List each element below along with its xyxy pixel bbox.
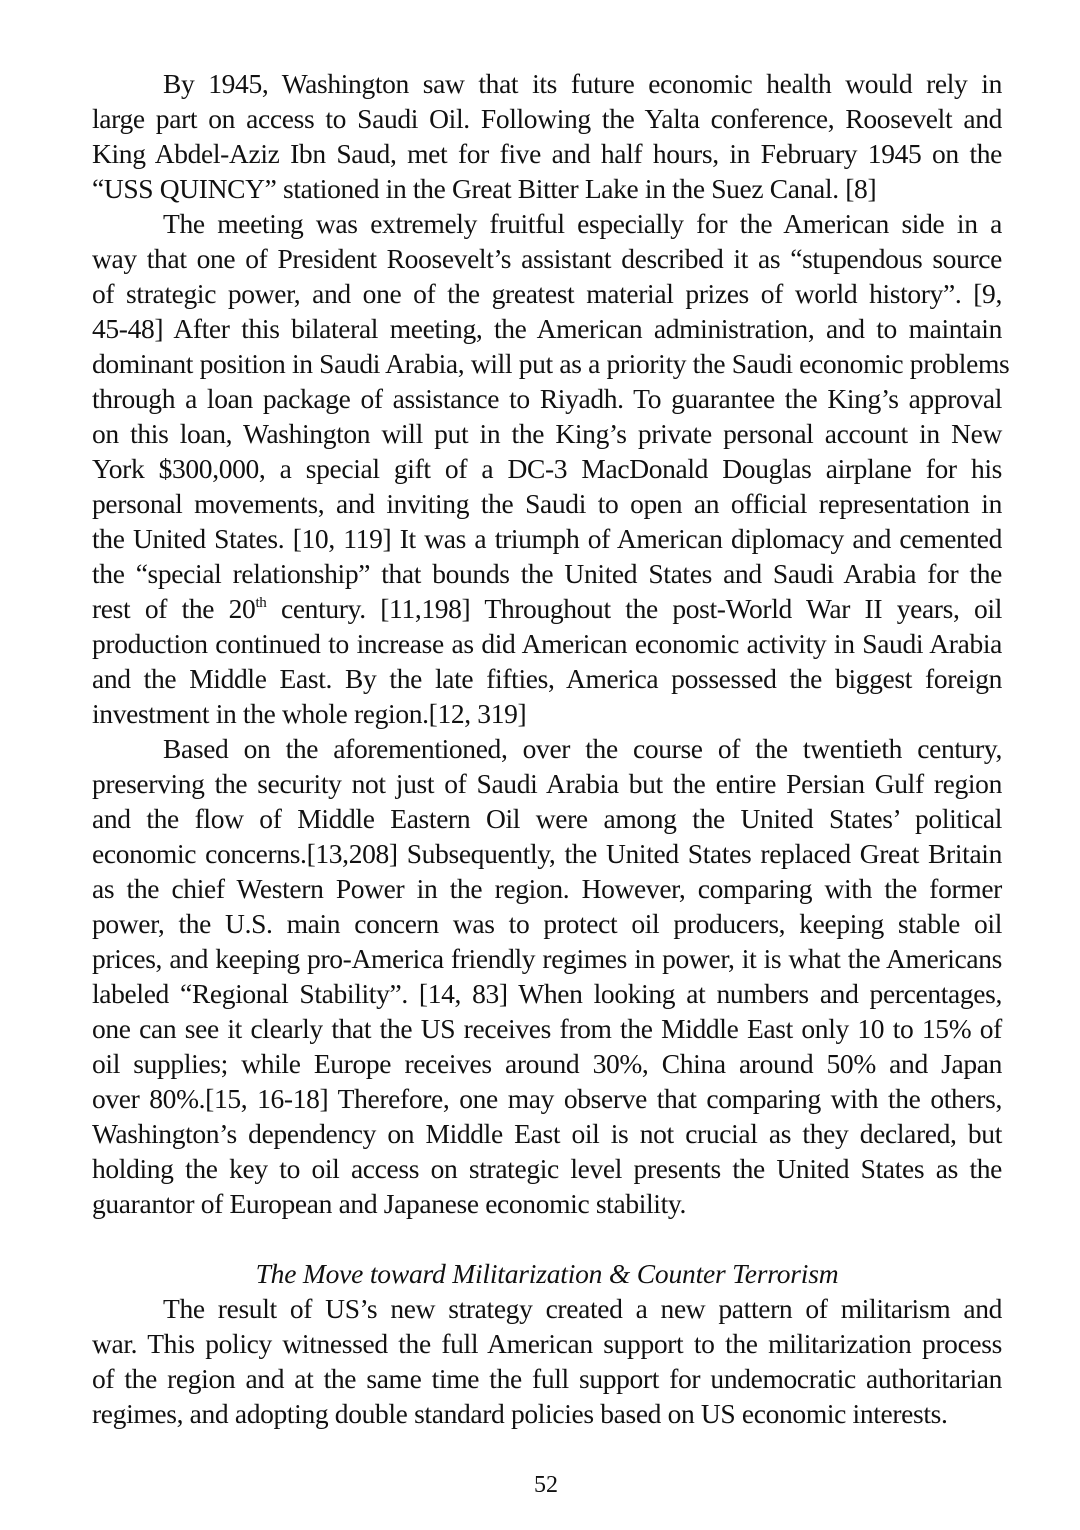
text-line: the United States. [10, 119] It was a triumph of American diplomacy and cemented bbox=[92, 523, 1002, 554]
text-line: oil supplies; while Europe receives around 30%, China around 50% and Japan bbox=[92, 1048, 1002, 1079]
text-line: of the region and at the same time the full support for undemocratic authoritarian bbox=[92, 1363, 1002, 1394]
text-line: preserving the security not just of Saudi Arabia but the entire Persian Gulf region bbox=[92, 768, 1002, 799]
page-number: 52 bbox=[534, 1472, 558, 1498]
paragraph-1 bbox=[92, 66, 1002, 206]
text-line: and the Middle East. By the late fifties, America possessed the biggest foreign bbox=[92, 663, 1002, 694]
text-line: guarantor of European and Japanese economic stability. bbox=[92, 1188, 687, 1219]
text-line: through a loan package of assistance to Riyadh. To guarantee the King’s approval bbox=[92, 383, 1002, 414]
text-line: as the chief Western Power in the region. However, comparing with the former bbox=[92, 873, 1002, 904]
section-heading: The Move toward Militarization & Counter Terrorism bbox=[255, 1258, 839, 1289]
paragraph-3 bbox=[92, 731, 1002, 1221]
text-line: one can see it clearly that the US receives from the Middle East only 10 to 15% of bbox=[92, 1013, 1002, 1044]
text-line: of strategic power, and one of the greatest material prizes of world history”. [9, bbox=[92, 278, 1002, 309]
text-line: production continued to increase as did American economic activity in Saudi Arabia bbox=[92, 628, 1002, 659]
document-page bbox=[92, 66, 1010, 1431]
text-fragment: century. [11,198] Throughout the post-World War II years, oil bbox=[266, 593, 1003, 624]
paragraph-2 bbox=[92, 206, 1010, 731]
text-line: The meeting was extremely fruitful especially for the American side in a bbox=[163, 208, 1002, 239]
text-line: power, the U.S. main concern was to protect oil producers, keeping stable oil bbox=[92, 908, 1002, 939]
text-line: Washington’s dependency on Middle East oil is not crucial as they declared, but bbox=[92, 1118, 1002, 1149]
text-line: holding the key to oil access on strategic level presents the United States as the bbox=[92, 1153, 1002, 1184]
text-line: regimes, and adopting double standard policies based on US economic interests. bbox=[92, 1398, 948, 1429]
text-line: “USS QUINCY” stationed in the Great Bitter Lake in the Suez Canal. [8] bbox=[92, 173, 877, 204]
text-line: personal movements, and inviting the Saudi to open an official representation in bbox=[92, 488, 1002, 519]
text-line: Based on the aforementioned, over the course of the twentieth century, bbox=[163, 733, 1002, 764]
text-line-with-superscript bbox=[92, 591, 1002, 626]
text-line: prices, and keeping pro-America friendly regimes in power, it is what the Americans bbox=[92, 943, 1002, 974]
text-line: The result of US’s new strategy created a new pattern of militarism and bbox=[163, 1293, 1002, 1324]
text-line: 45-48] After this bilateral meeting, the American administration, and to maintain bbox=[92, 313, 1002, 344]
text-line: the “special relationship” that bounds the United States and Saudi Arabia for the bbox=[92, 558, 1002, 589]
text-line: way that one of President Roosevelt’s assistant described it as “stupendous source bbox=[92, 243, 1002, 274]
text-line: over 80%.[15, 16-18] Therefore, one may observe that comparing with the others, bbox=[92, 1083, 1002, 1114]
ordinal-superscript: th bbox=[255, 595, 267, 611]
text-line: war. This policy witnessed the full American support to the militarization process bbox=[92, 1328, 1002, 1359]
section-paragraph-1 bbox=[92, 1291, 1002, 1431]
text-line: and the flow of Middle Eastern Oil were among the United States’ political bbox=[92, 803, 1002, 834]
text-line: investment in the whole region.[12, 319] bbox=[92, 698, 527, 729]
text-line: King Abdel-Aziz Ibn Saud, met for five and half hours, in February 1945 on the bbox=[92, 138, 1002, 169]
text-line: dominant position in Saudi Arabia, will put as a priority the Saudi economic problems bbox=[92, 348, 1010, 379]
text-line: York $300,000, a special gift of a DC-3 MacDonald Douglas airplane for his bbox=[92, 453, 1002, 484]
text-line: economic concerns.[13,208] Subsequently, the United States replaced Great Britain bbox=[92, 838, 1002, 869]
text-fragment: rest of the 20 bbox=[92, 593, 256, 624]
text-line: large part on access to Saudi Oil. Following the Yalta conference, Roosevelt and bbox=[92, 103, 1002, 134]
text-line: on this loan, Washington will put in the King’s private personal account in New bbox=[92, 418, 1002, 449]
text-line: By 1945, Washington saw that its future economic health would rely in bbox=[163, 68, 1002, 99]
text-line: labeled “Regional Stability”. [14, 83] When looking at numbers and percentages, bbox=[92, 978, 1002, 1009]
